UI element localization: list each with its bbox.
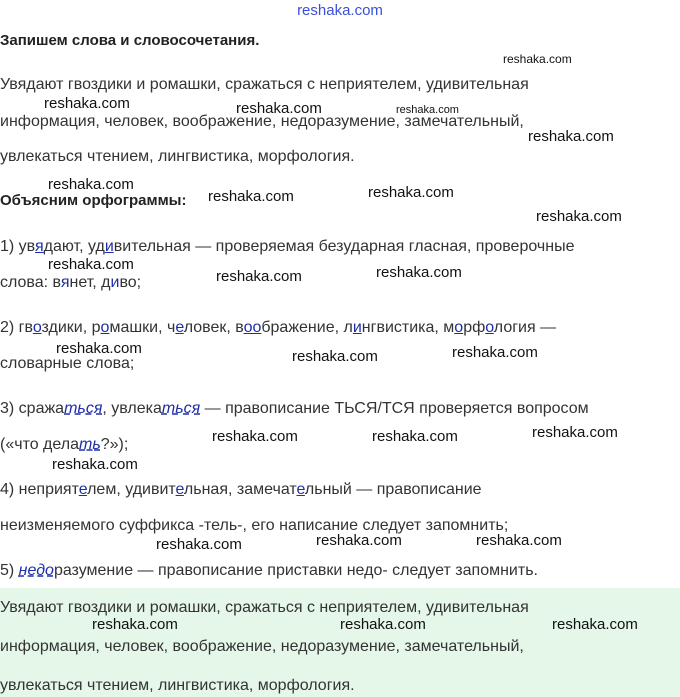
watermark: reshaka.com bbox=[236, 100, 322, 117]
watermark: reshaka.com bbox=[56, 340, 142, 357]
watermark: reshaka.com bbox=[52, 456, 138, 473]
watermark: reshaka.com bbox=[92, 616, 178, 633]
rule-item-3-line-1: 3) сражаться, увлекаться — правописание ТЬСЯ/ТСЯ проверяется вопросом bbox=[0, 400, 589, 417]
watermark: reshaka.com bbox=[528, 128, 614, 145]
heading-write-words: Запишем слова и словосочетания. bbox=[0, 32, 260, 49]
site-link[interactable]: reshaka.com bbox=[297, 2, 383, 19]
rule-item-1-line-2: слова: вянет, диво; bbox=[0, 274, 142, 291]
watermark: reshaka.com bbox=[536, 208, 622, 225]
watermark: reshaka.com bbox=[44, 95, 130, 112]
watermark: reshaka.com bbox=[212, 428, 298, 445]
watermark: reshaka.com bbox=[216, 268, 302, 285]
rule-item-2-line-2: словарные слова; bbox=[0, 355, 135, 372]
rule-item-1-line-1: 1) увядают, удивительная — проверяемая безударная гласная, проверочные bbox=[0, 238, 575, 255]
watermark: reshaka.com bbox=[552, 616, 638, 633]
watermark: reshaka.com bbox=[292, 348, 378, 365]
watermark: reshaka.com bbox=[156, 536, 242, 553]
watermark: reshaka.com bbox=[372, 428, 458, 445]
watermark: reshaka.com bbox=[476, 532, 562, 549]
watermark: reshaka.com bbox=[316, 532, 402, 549]
text-line-3: увлекаться чтением, лингвистика, морфология. bbox=[0, 148, 355, 165]
watermark: reshaka.com bbox=[340, 616, 426, 633]
watermark: reshaka.com bbox=[532, 424, 618, 441]
rule-item-5-line-1: 5) недоразумение — правописание приставки недо- следует запомнить. bbox=[0, 562, 538, 579]
result-line-2: информация, человек, воображение, недоразумение, замечательный, bbox=[0, 638, 524, 655]
heading-explain-spelling: Объясним орфограммы: bbox=[0, 192, 187, 209]
watermark: reshaka.com bbox=[376, 264, 462, 281]
watermark: reshaka.com bbox=[503, 52, 572, 66]
rule-item-4-line-1: 4) неприятелем, удивительная, замечательный — правописание bbox=[0, 481, 482, 498]
rule-item-2-line-1: 2) гвоздики, ромашки, человек, воображение, лингвистика, морфология — bbox=[0, 319, 557, 336]
watermark: reshaka.com bbox=[452, 344, 538, 361]
result-line-3: увлекаться чтением, лингвистика, морфология. bbox=[0, 677, 355, 694]
rule-item-3-line-2: («что делать?»); bbox=[0, 436, 129, 453]
rule-item-4-line-2: неизменяемого суффикса -тель-, его написание следует запомнить; bbox=[0, 517, 509, 534]
watermark: reshaka.com bbox=[48, 176, 134, 193]
text-line-2: информация, человек, воображение, недоразумение, замечательный, bbox=[0, 113, 524, 130]
watermark: reshaka.com bbox=[48, 256, 134, 273]
watermark: reshaka.com bbox=[208, 188, 294, 205]
result-line-1: Увядают гвоздики и ромашки, сражаться с неприятелем, удивительная bbox=[0, 599, 529, 616]
watermark: reshaka.com bbox=[368, 184, 454, 201]
text-line-1: Увядают гвоздики и ромашки, сражаться с неприятелем, удивительная bbox=[0, 76, 529, 93]
watermark: reshaka.com bbox=[396, 104, 459, 116]
